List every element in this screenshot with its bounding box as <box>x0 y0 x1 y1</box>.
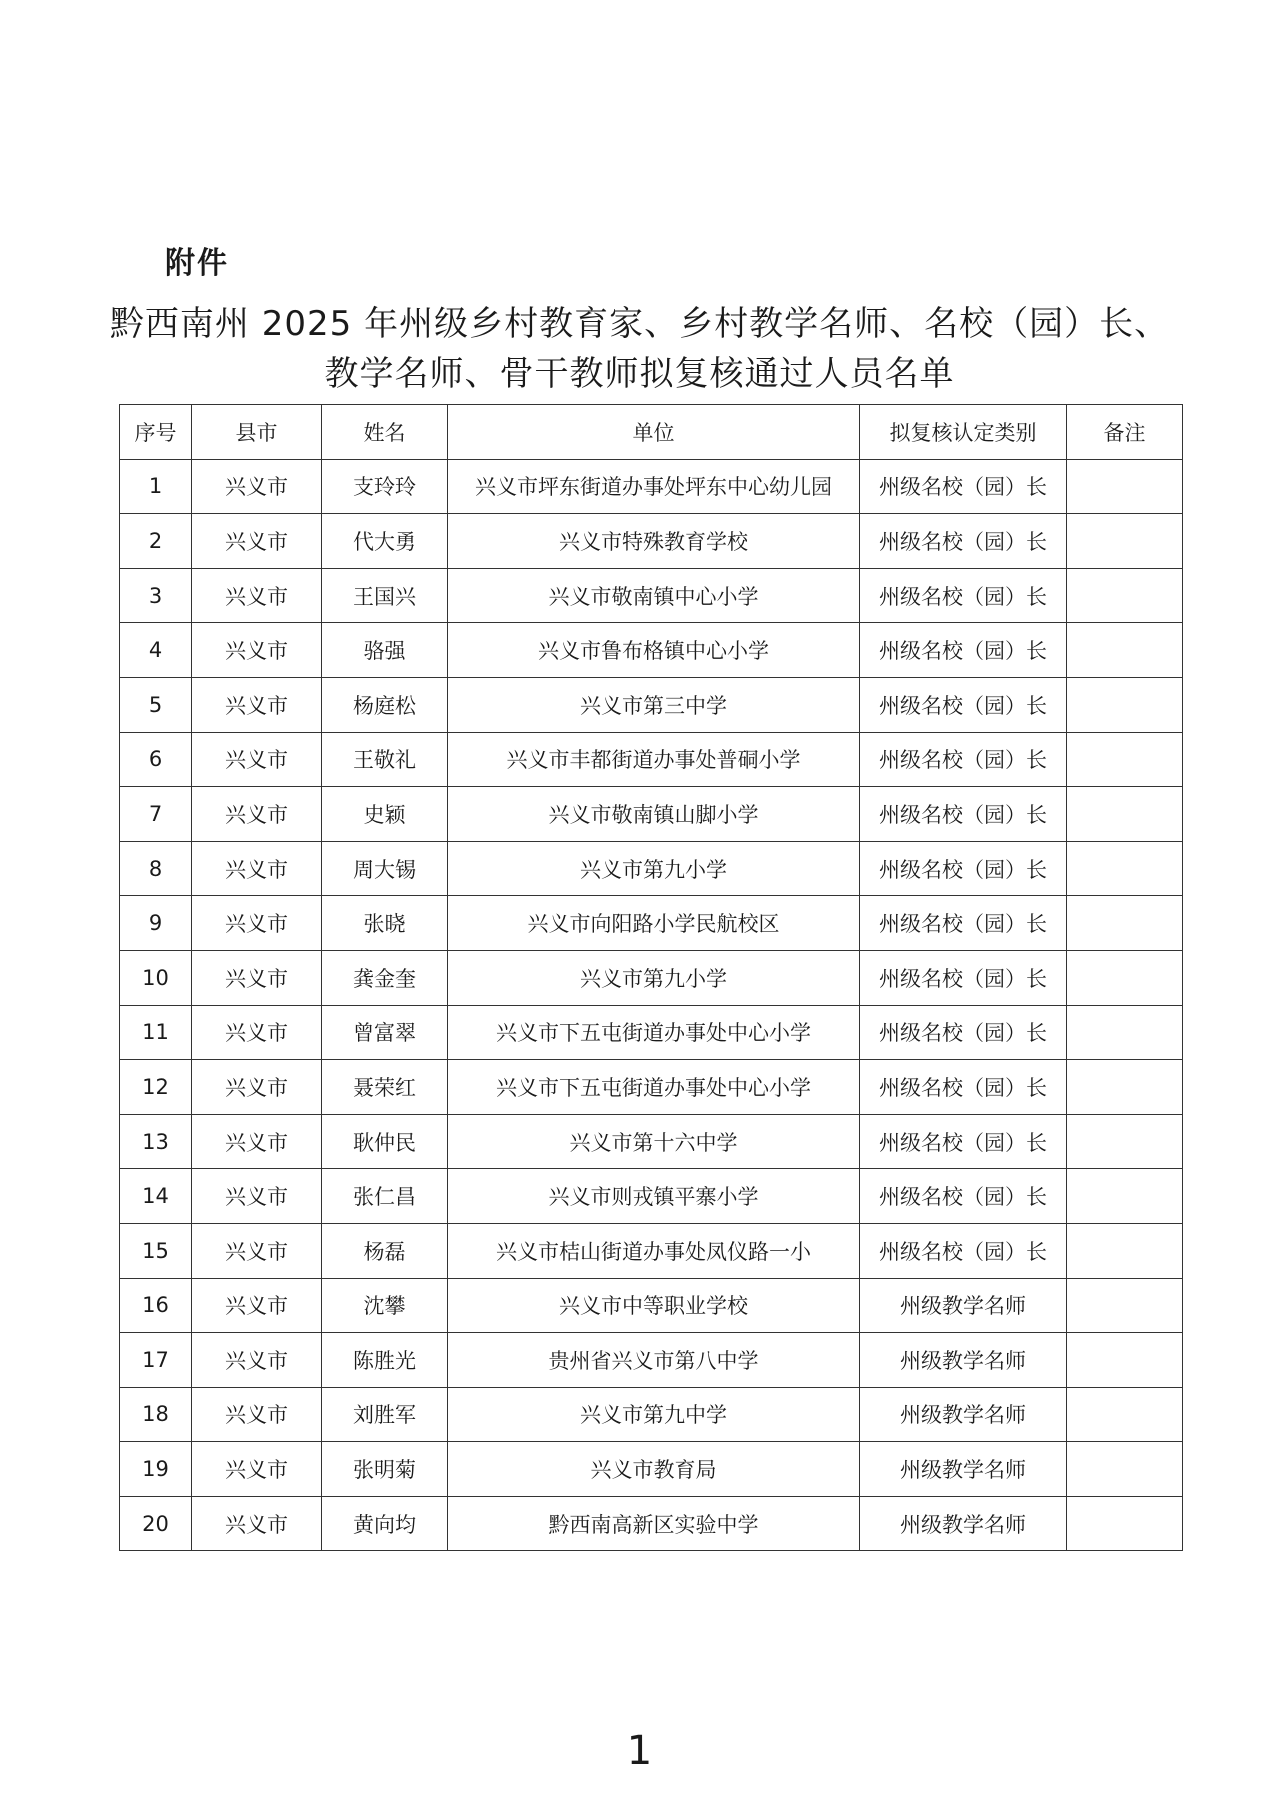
cell-county: 兴义市 <box>192 950 322 1005</box>
cell-name: 杨庭松 <box>322 677 448 732</box>
cell-name: 沈攀 <box>322 1278 448 1333</box>
cell-remarks <box>1067 1169 1183 1224</box>
table-row <box>120 1496 1183 1551</box>
cell-category: 州级名校（园）长 <box>860 1005 1067 1060</box>
cell-index: 5 <box>120 677 192 732</box>
cell-category: 州级名校（园）长 <box>860 514 1067 569</box>
cell-remarks <box>1067 1278 1183 1333</box>
table-row <box>120 950 1183 1005</box>
table-row <box>120 1333 1183 1388</box>
cell-remarks <box>1067 1496 1183 1551</box>
cell-name: 黄向均 <box>322 1496 448 1551</box>
cell-index: 20 <box>120 1496 192 1551</box>
table-row <box>120 841 1183 896</box>
cell-index: 10 <box>120 950 192 1005</box>
cell-category: 州级名校（园）长 <box>860 896 1067 951</box>
cell-name: 代大勇 <box>322 514 448 569</box>
cell-category: 州级名校（园）长 <box>860 677 1067 732</box>
cell-remarks <box>1067 841 1183 896</box>
cell-name: 骆强 <box>322 623 448 678</box>
table-row <box>120 1169 1183 1224</box>
cell-unit: 兴义市第九小学 <box>448 841 860 896</box>
document-title-line1: 黔西南州 2025 年州级乡村教育家、乡村教学名师、名校（园）长、 <box>109 304 1170 344</box>
cell-name: 陈胜光 <box>322 1333 448 1388</box>
cell-name: 刘胜军 <box>322 1387 448 1442</box>
roster-table <box>119 404 1183 1551</box>
cell-county: 兴义市 <box>192 1333 322 1388</box>
cell-unit: 兴义市教育局 <box>448 1442 860 1497</box>
cell-remarks <box>1067 1333 1183 1388</box>
cell-unit: 兴义市下五屯街道办事处中心小学 <box>448 1060 860 1115</box>
cell-remarks <box>1067 1060 1183 1115</box>
cell-index: 7 <box>120 787 192 842</box>
cell-remarks <box>1067 514 1183 569</box>
cell-unit: 兴义市鲁布格镇中心小学 <box>448 623 860 678</box>
cell-index: 19 <box>120 1442 192 1497</box>
cell-category: 州级教学名师 <box>860 1496 1067 1551</box>
cell-category: 州级名校（园）长 <box>860 841 1067 896</box>
cell-county: 兴义市 <box>192 787 322 842</box>
cell-unit: 兴义市则戎镇平寨小学 <box>448 1169 860 1224</box>
cell-name: 支玲玲 <box>322 459 448 514</box>
table-row <box>120 514 1183 569</box>
cell-index: 4 <box>120 623 192 678</box>
cell-remarks <box>1067 732 1183 787</box>
table-row <box>120 677 1183 732</box>
header-category: 拟复核认定类别 <box>860 405 1067 460</box>
cell-name: 杨磊 <box>322 1223 448 1278</box>
cell-name: 龚金奎 <box>322 950 448 1005</box>
cell-county: 兴义市 <box>192 623 322 678</box>
cell-category: 州级教学名师 <box>860 1333 1067 1388</box>
cell-index: 13 <box>120 1114 192 1169</box>
cell-remarks <box>1067 1005 1183 1060</box>
cell-county: 兴义市 <box>192 1060 322 1115</box>
cell-name: 周大锡 <box>322 841 448 896</box>
cell-unit: 兴义市第三中学 <box>448 677 860 732</box>
cell-name: 王敬礼 <box>322 732 448 787</box>
table-row <box>120 568 1183 623</box>
cell-index: 11 <box>120 1005 192 1060</box>
header-county: 县市 <box>192 405 322 460</box>
table-row <box>120 1278 1183 1333</box>
table-row <box>120 1387 1183 1442</box>
cell-name: 张晓 <box>322 896 448 951</box>
header-name: 姓名 <box>322 405 448 460</box>
cell-index: 3 <box>120 568 192 623</box>
cell-county: 兴义市 <box>192 1223 322 1278</box>
table-row <box>120 787 1183 842</box>
cell-unit: 兴义市第九中学 <box>448 1387 860 1442</box>
document-title-line2: 教学名师、骨干教师拟复核通过人员名单 <box>324 354 955 394</box>
cell-unit: 兴义市第十六中学 <box>448 1114 860 1169</box>
cell-index: 14 <box>120 1169 192 1224</box>
cell-remarks <box>1067 1442 1183 1497</box>
cell-county: 兴义市 <box>192 1114 322 1169</box>
cell-unit: 兴义市桔山街道办事处凤仪路一小 <box>448 1223 860 1278</box>
cell-unit: 兴义市敬南镇中心小学 <box>448 568 860 623</box>
table-row <box>120 1223 1183 1278</box>
attachment-label: 附件 <box>165 246 229 281</box>
cell-category: 州级名校（园）长 <box>860 459 1067 514</box>
cell-county: 兴义市 <box>192 459 322 514</box>
cell-index: 1 <box>120 459 192 514</box>
cell-unit: 兴义市中等职业学校 <box>448 1278 860 1333</box>
cell-unit: 兴义市第九小学 <box>448 950 860 1005</box>
cell-category: 州级名校（园）长 <box>860 950 1067 1005</box>
cell-name: 史颖 <box>322 787 448 842</box>
table-row <box>120 1442 1183 1497</box>
cell-index: 6 <box>120 732 192 787</box>
cell-unit: 兴义市下五屯街道办事处中心小学 <box>448 1005 860 1060</box>
cell-county: 兴义市 <box>192 1169 322 1224</box>
table-row <box>120 459 1183 514</box>
cell-county: 兴义市 <box>192 896 322 951</box>
table-row <box>120 1114 1183 1169</box>
cell-unit: 黔西南高新区实验中学 <box>448 1496 860 1551</box>
table-body <box>120 459 1183 1551</box>
cell-remarks <box>1067 787 1183 842</box>
cell-county: 兴义市 <box>192 514 322 569</box>
cell-county: 兴义市 <box>192 1442 322 1497</box>
cell-index: 17 <box>120 1333 192 1388</box>
cell-index: 15 <box>120 1223 192 1278</box>
cell-county: 兴义市 <box>192 732 322 787</box>
cell-remarks <box>1067 677 1183 732</box>
cell-county: 兴义市 <box>192 1496 322 1551</box>
cell-name: 曾富翠 <box>322 1005 448 1060</box>
cell-name: 耿仲民 <box>322 1114 448 1169</box>
table-row <box>120 1060 1183 1115</box>
cell-remarks <box>1067 1114 1183 1169</box>
header-index: 序号 <box>120 405 192 460</box>
cell-remarks <box>1067 1387 1183 1442</box>
cell-unit: 兴义市向阳路小学民航校区 <box>448 896 860 951</box>
cell-name: 王国兴 <box>322 568 448 623</box>
cell-category: 州级名校（园）长 <box>860 732 1067 787</box>
cell-category: 州级名校（园）长 <box>860 568 1067 623</box>
cell-index: 16 <box>120 1278 192 1333</box>
cell-category: 州级名校（园）长 <box>860 787 1067 842</box>
cell-index: 8 <box>120 841 192 896</box>
table-row <box>120 623 1183 678</box>
cell-unit: 兴义市丰都街道办事处普硐小学 <box>448 732 860 787</box>
cell-county: 兴义市 <box>192 1005 322 1060</box>
cell-county: 兴义市 <box>192 677 322 732</box>
header-unit: 单位 <box>448 405 860 460</box>
table-row <box>120 732 1183 787</box>
cell-category: 州级名校（园）长 <box>860 1169 1067 1224</box>
cell-name: 张仁昌 <box>322 1169 448 1224</box>
cell-name: 张明菊 <box>322 1442 448 1497</box>
cell-index: 9 <box>120 896 192 951</box>
cell-category: 州级教学名师 <box>860 1278 1067 1333</box>
cell-remarks <box>1067 568 1183 623</box>
cell-county: 兴义市 <box>192 1387 322 1442</box>
table-row <box>120 896 1183 951</box>
cell-index: 2 <box>120 514 192 569</box>
page-number: 1 <box>626 1728 653 1774</box>
cell-remarks <box>1067 950 1183 1005</box>
cell-unit: 兴义市坪东街道办事处坪东中心幼儿园 <box>448 459 860 514</box>
cell-category: 州级名校（园）长 <box>860 623 1067 678</box>
cell-remarks <box>1067 1223 1183 1278</box>
cell-unit: 兴义市特殊教育学校 <box>448 514 860 569</box>
table-header-row <box>120 405 1183 460</box>
cell-category: 州级教学名师 <box>860 1387 1067 1442</box>
cell-county: 兴义市 <box>192 1278 322 1333</box>
cell-remarks <box>1067 459 1183 514</box>
cell-remarks <box>1067 623 1183 678</box>
cell-county: 兴义市 <box>192 568 322 623</box>
cell-index: 12 <box>120 1060 192 1115</box>
cell-remarks <box>1067 896 1183 951</box>
cell-name: 聂荣红 <box>322 1060 448 1115</box>
cell-category: 州级名校（园）长 <box>860 1114 1067 1169</box>
header-remarks: 备注 <box>1067 405 1183 460</box>
cell-unit: 兴义市敬南镇山脚小学 <box>448 787 860 842</box>
cell-category: 州级教学名师 <box>860 1442 1067 1497</box>
table-row <box>120 1005 1183 1060</box>
cell-index: 18 <box>120 1387 192 1442</box>
cell-county: 兴义市 <box>192 841 322 896</box>
cell-category: 州级名校（园）长 <box>860 1223 1067 1278</box>
cell-unit: 贵州省兴义市第八中学 <box>448 1333 860 1388</box>
cell-category: 州级名校（园）长 <box>860 1060 1067 1115</box>
